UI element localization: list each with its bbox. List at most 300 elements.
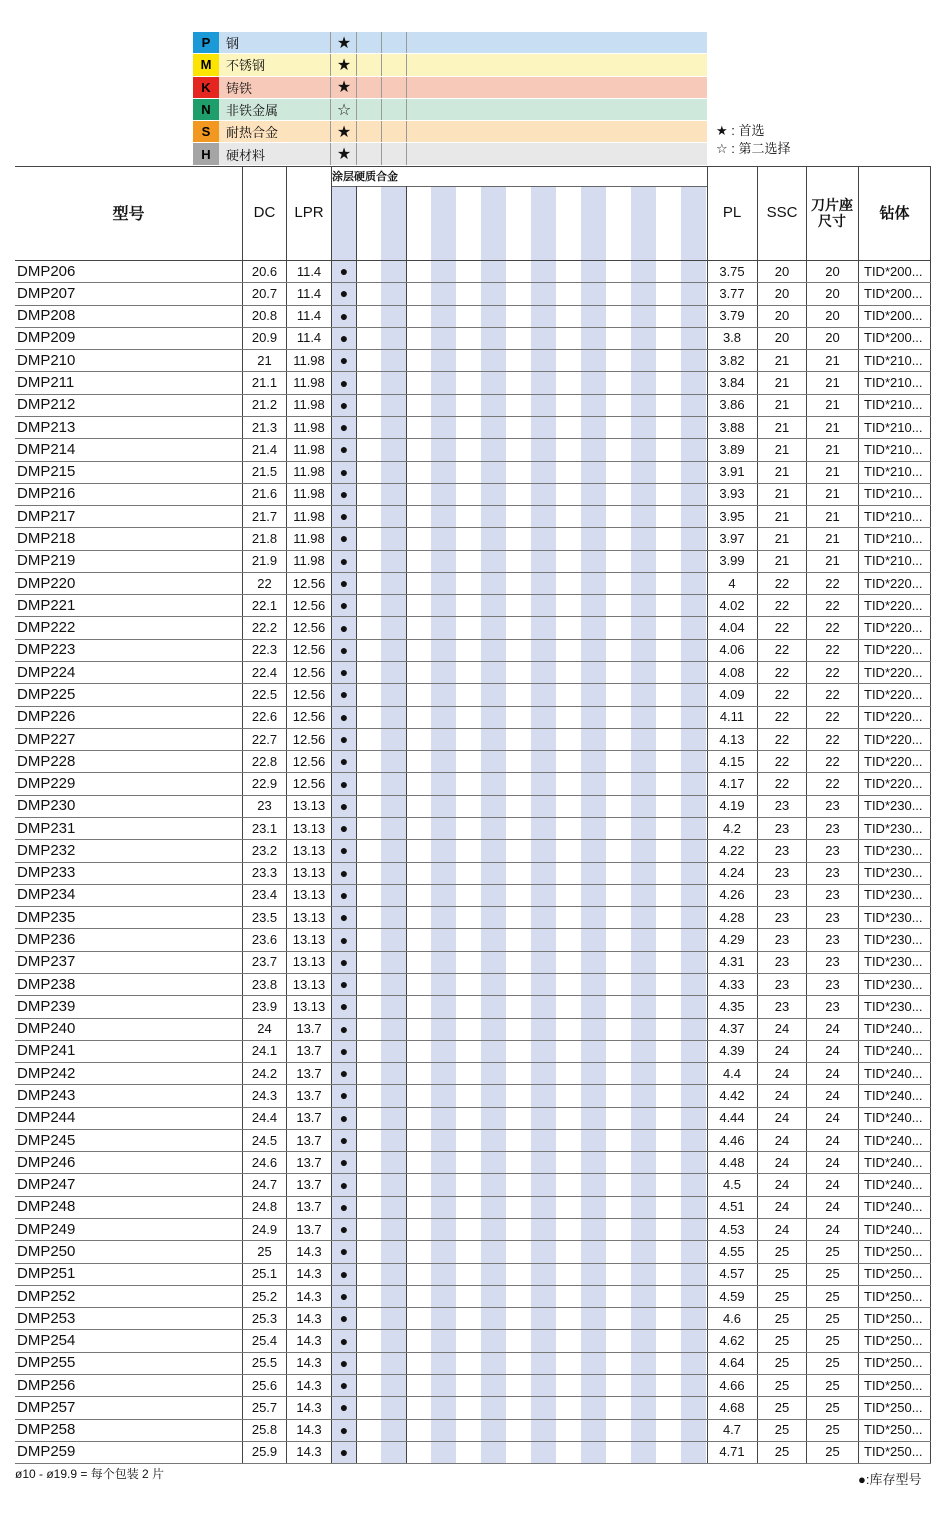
cell-pl: 4.2 xyxy=(722,820,742,836)
material-label: 不锈钢 xyxy=(226,58,266,74)
cell-dc: 22.5 xyxy=(251,686,278,702)
divider xyxy=(381,32,382,53)
cell-pl: 3.95 xyxy=(719,508,745,524)
cell-body: TID*210... xyxy=(864,553,923,569)
cell-model: DMP252 xyxy=(17,1287,76,1305)
cell-lpr: 14.3 xyxy=(296,1288,322,1304)
stock-dot-icon: ● xyxy=(339,1443,349,1460)
cell-dc: 24.7 xyxy=(251,1177,278,1193)
material-legend xyxy=(193,32,707,166)
cell-ssc: 25 xyxy=(774,1333,790,1349)
cell-model: DMP249 xyxy=(17,1220,76,1238)
cell-ssc: 21 xyxy=(774,486,790,502)
cell-ssc: 23 xyxy=(774,842,790,858)
cell-lpr: 12.56 xyxy=(292,597,326,613)
cell-ssc: 21 xyxy=(774,397,790,413)
cell-insert-size: 20 xyxy=(825,308,840,324)
divider xyxy=(330,54,331,75)
cell-insert-size: 24 xyxy=(825,1199,840,1215)
cell-model: DMP214 xyxy=(17,440,76,458)
cell-dc: 25 xyxy=(257,1243,272,1259)
cell-model: DMP244 xyxy=(17,1109,76,1127)
cell-lpr: 12.56 xyxy=(292,575,326,591)
cell-lpr: 14.3 xyxy=(296,1399,322,1415)
cell-insert-size: 22 xyxy=(825,776,840,792)
cell-model: DMP223 xyxy=(17,641,76,659)
cell-dc: 22.3 xyxy=(251,642,278,658)
divider xyxy=(381,54,382,75)
cell-lpr: 12.56 xyxy=(292,664,326,680)
stock-dot-icon: ● xyxy=(339,708,349,725)
cell-body: TID*240... xyxy=(864,1199,923,1215)
cell-body: TID*240... xyxy=(864,1132,923,1148)
cell-lpr: 13.13 xyxy=(292,998,326,1014)
cell-ssc: 25 xyxy=(774,1355,790,1371)
cell-pl: 3.79 xyxy=(719,308,745,324)
cell-pl: 3.93 xyxy=(719,486,745,502)
cell-body: TID*250... xyxy=(864,1377,923,1393)
cell-insert-size: 24 xyxy=(825,1221,840,1237)
stock-dot-icon: ● xyxy=(339,753,349,770)
cell-dc: 20.6 xyxy=(251,263,278,279)
cell-model: DMP221 xyxy=(17,596,76,614)
cell-dc: 21.4 xyxy=(251,441,278,457)
cell-body: TID*220... xyxy=(864,731,923,747)
cell-body: TID*230... xyxy=(864,932,923,948)
stock-dot-icon: ● xyxy=(339,1109,349,1126)
cell-insert-size: 21 xyxy=(825,508,840,524)
cell-model: DMP238 xyxy=(17,975,76,993)
stock-dot-icon: ● xyxy=(339,909,349,926)
material-row-m xyxy=(193,54,707,76)
cell-model: DMP211 xyxy=(17,374,75,392)
cell-model: DMP213 xyxy=(17,418,76,436)
cell-dc: 25.6 xyxy=(251,1377,278,1393)
cell-insert-size: 21 xyxy=(825,397,840,413)
cell-lpr: 12.56 xyxy=(292,753,326,769)
cell-lpr: 11.4 xyxy=(296,308,322,324)
cell-ssc: 25 xyxy=(774,1377,790,1393)
cell-ssc: 20 xyxy=(774,308,790,324)
cell-ssc: 22 xyxy=(774,642,790,658)
cell-model: DMP251 xyxy=(17,1265,76,1283)
cell-model: DMP234 xyxy=(17,886,76,904)
cell-lpr: 11.98 xyxy=(293,441,325,457)
material-row-p xyxy=(193,32,707,54)
stock-dot-icon: ● xyxy=(339,976,349,993)
stock-dot-icon: ● xyxy=(339,1154,349,1171)
second-choice-legend: ☆ : 第二选择 xyxy=(716,141,791,156)
cell-pl: 4.71 xyxy=(719,1444,745,1460)
cell-model: DMP227 xyxy=(17,730,76,748)
cell-ssc: 22 xyxy=(774,664,790,680)
cell-model: DMP224 xyxy=(17,663,76,681)
material-code-badge: M xyxy=(193,54,219,75)
cell-ssc: 22 xyxy=(774,776,790,792)
cell-ssc: 25 xyxy=(774,1266,790,1282)
column-divider xyxy=(406,186,407,1463)
cell-pl: 4.53 xyxy=(719,1221,745,1237)
cell-insert-size: 21 xyxy=(825,486,840,502)
cell-pl: 4.6 xyxy=(722,1310,742,1326)
empty-grade-stripe xyxy=(631,186,656,1463)
divider xyxy=(330,77,331,98)
stock-dot-icon: ● xyxy=(339,1310,349,1327)
cell-ssc: 21 xyxy=(774,464,790,480)
cell-pl: 4.22 xyxy=(719,842,745,858)
cell-lpr: 13.7 xyxy=(296,1132,322,1148)
cell-ssc: 24 xyxy=(774,1221,790,1237)
cell-dc: 21.1 xyxy=(251,375,278,391)
cell-lpr: 14.3 xyxy=(296,1310,322,1326)
cell-model: DMP246 xyxy=(17,1153,76,1171)
cell-lpr: 11.98 xyxy=(293,419,325,435)
cell-body: TID*240... xyxy=(864,1221,923,1237)
cell-dc: 23.1 xyxy=(251,820,278,836)
cell-lpr: 13.7 xyxy=(296,1043,322,1059)
cell-insert-size: 24 xyxy=(825,1154,840,1170)
column-divider xyxy=(930,166,931,1463)
cell-pl: 4.51 xyxy=(719,1199,745,1215)
cell-pl: 4.42 xyxy=(719,1087,745,1103)
cell-dc: 25.5 xyxy=(251,1355,278,1371)
cell-insert-size: 22 xyxy=(825,620,840,636)
stock-dot-icon: ● xyxy=(339,485,349,502)
cell-pl: 3.99 xyxy=(719,553,745,569)
cell-body: TID*200... xyxy=(864,263,923,279)
material-label: 钢 xyxy=(226,36,240,52)
cell-lpr: 11.98 xyxy=(293,464,325,480)
cell-ssc: 21 xyxy=(774,530,790,546)
cell-pl: 3.8 xyxy=(722,330,742,346)
package-footnote: ø10 - ø19.9 = 每个包装 2 片 xyxy=(15,1467,165,1481)
cell-ssc: 22 xyxy=(774,709,790,725)
cell-pl: 3.88 xyxy=(719,419,745,435)
cell-dc: 24.2 xyxy=(251,1065,278,1081)
cell-pl: 4.35 xyxy=(719,998,745,1014)
stock-dot-icon: ● xyxy=(339,686,349,703)
stock-dot-icon: ● xyxy=(339,1377,349,1394)
cell-lpr: 13.13 xyxy=(292,842,326,858)
cell-model: DMP207 xyxy=(17,284,76,302)
cell-insert-size: 23 xyxy=(825,798,840,814)
cell-ssc: 20 xyxy=(774,263,790,279)
cell-lpr: 13.7 xyxy=(296,1087,322,1103)
cell-ssc: 23 xyxy=(774,998,790,1014)
divider xyxy=(356,77,357,98)
cell-ssc: 23 xyxy=(774,976,790,992)
cell-model: DMP220 xyxy=(17,574,76,592)
cell-body: TID*210... xyxy=(864,464,923,480)
divider xyxy=(356,143,357,164)
cell-lpr: 13.7 xyxy=(296,1110,322,1126)
cell-insert-size: 23 xyxy=(825,842,840,858)
cell-lpr: 14.3 xyxy=(296,1377,322,1393)
cell-body: TID*240... xyxy=(864,1154,923,1170)
header-model: 型号 xyxy=(112,206,145,223)
cell-body: TID*210... xyxy=(864,441,923,457)
cell-ssc: 25 xyxy=(774,1444,790,1460)
cell-body: TID*230... xyxy=(864,998,923,1014)
cell-insert-size: 22 xyxy=(825,575,840,591)
cell-pl: 3.82 xyxy=(719,352,745,368)
cell-dc: 23.8 xyxy=(251,976,278,992)
cell-ssc: 25 xyxy=(774,1399,790,1415)
cell-insert-size: 21 xyxy=(825,464,840,480)
cell-lpr: 11.98 xyxy=(293,508,325,524)
cell-dc: 23.4 xyxy=(251,887,278,903)
cell-body: TID*250... xyxy=(864,1355,923,1371)
cell-lpr: 12.56 xyxy=(292,709,326,725)
cell-ssc: 24 xyxy=(774,1110,790,1126)
cell-body: TID*230... xyxy=(864,909,923,925)
divider xyxy=(406,121,407,142)
cell-body: TID*250... xyxy=(864,1422,923,1438)
cell-pl: 3.84 xyxy=(719,375,745,391)
header-insert-size: 刀片座 尺寸 xyxy=(811,197,853,229)
divider xyxy=(330,121,331,142)
cell-dc: 20.9 xyxy=(251,330,278,346)
material-label: 耐热合金 xyxy=(226,125,279,141)
cell-lpr: 13.13 xyxy=(292,820,326,836)
cell-model: DMP248 xyxy=(17,1198,76,1216)
cell-pl: 3.75 xyxy=(719,263,745,279)
cell-dc: 25.3 xyxy=(251,1310,278,1326)
cell-dc: 25.2 xyxy=(251,1288,278,1304)
cell-body: TID*230... xyxy=(864,820,923,836)
cell-body: TID*220... xyxy=(864,753,923,769)
cell-model: DMP243 xyxy=(17,1086,76,1104)
cell-body: TID*250... xyxy=(864,1399,923,1415)
cell-pl: 4.33 xyxy=(719,976,745,992)
cell-body: TID*240... xyxy=(864,1043,923,1059)
divider xyxy=(356,32,357,53)
stock-dot-icon: ● xyxy=(339,441,349,458)
cell-model: DMP215 xyxy=(17,463,76,481)
divider xyxy=(330,99,331,120)
cell-model: DMP218 xyxy=(17,529,76,547)
cell-dc: 22.6 xyxy=(251,709,278,725)
stock-dot-icon: ● xyxy=(339,1265,349,1282)
cell-insert-size: 21 xyxy=(825,352,840,368)
cell-model: DMP206 xyxy=(17,262,76,280)
cell-insert-size: 24 xyxy=(825,1043,840,1059)
cell-ssc: 22 xyxy=(774,686,790,702)
cell-model: DMP236 xyxy=(17,931,76,949)
cell-lpr: 12.56 xyxy=(292,776,326,792)
cell-pl: 3.86 xyxy=(719,397,745,413)
preference-star-icon: ★ xyxy=(336,123,352,141)
stock-dot-icon: ● xyxy=(339,1198,349,1215)
divider xyxy=(381,121,382,142)
cell-insert-size: 25 xyxy=(825,1355,840,1371)
cell-pl: 3.91 xyxy=(719,464,745,480)
stock-dot-icon: ● xyxy=(339,1065,349,1082)
grade-group-divider xyxy=(332,186,707,187)
cell-pl: 4.66 xyxy=(719,1377,745,1393)
cell-dc: 22.8 xyxy=(251,753,278,769)
stock-dot-icon: ● xyxy=(339,1087,349,1104)
cell-ssc: 20 xyxy=(774,330,790,346)
cell-insert-size: 23 xyxy=(825,820,840,836)
cell-pl: 4.06 xyxy=(719,642,745,658)
cell-ssc: 23 xyxy=(774,932,790,948)
cell-insert-size: 21 xyxy=(825,530,840,546)
material-label: 非铁金属 xyxy=(226,103,279,119)
cell-pl: 4.15 xyxy=(719,753,745,769)
cell-ssc: 21 xyxy=(774,508,790,524)
cell-lpr: 13.7 xyxy=(296,1154,322,1170)
stock-dot-icon: ● xyxy=(339,575,349,592)
cell-pl: 4.48 xyxy=(719,1154,745,1170)
cell-insert-size: 23 xyxy=(825,998,840,1014)
cell-lpr: 12.56 xyxy=(292,686,326,702)
stock-dot-icon: ● xyxy=(339,1421,349,1438)
cell-lpr: 11.4 xyxy=(296,330,322,346)
cell-insert-size: 20 xyxy=(825,330,840,346)
cell-insert-size: 23 xyxy=(825,865,840,881)
cell-insert-size: 25 xyxy=(825,1310,840,1326)
cell-body: TID*250... xyxy=(864,1288,923,1304)
cell-body: TID*210... xyxy=(864,397,923,413)
stock-dot-icon: ● xyxy=(339,374,349,391)
stock-dot-icon: ● xyxy=(339,664,349,681)
cell-ssc: 24 xyxy=(774,1021,790,1037)
stock-dot-icon: ● xyxy=(339,998,349,1015)
divider xyxy=(406,143,407,164)
stock-dot-icon: ● xyxy=(339,1020,349,1037)
material-row-n xyxy=(193,99,707,121)
cell-ssc: 25 xyxy=(774,1422,790,1438)
cell-body: TID*200... xyxy=(864,308,923,324)
cell-ssc: 23 xyxy=(774,798,790,814)
cell-body: TID*250... xyxy=(864,1310,923,1326)
stock-dot-icon: ● xyxy=(339,619,349,636)
cell-model: DMP242 xyxy=(17,1064,76,1082)
cell-insert-size: 21 xyxy=(825,375,840,391)
material-label: 铸铁 xyxy=(226,80,253,96)
stock-dot-icon: ● xyxy=(339,508,349,525)
cell-pl: 4.26 xyxy=(719,887,745,903)
material-code-badge: N xyxy=(193,99,219,120)
cell-insert-size: 21 xyxy=(825,441,840,457)
cell-insert-size: 24 xyxy=(825,1132,840,1148)
cell-lpr: 11.98 xyxy=(293,397,325,413)
material-code-badge: H xyxy=(193,143,219,164)
cell-dc: 20.7 xyxy=(251,285,278,301)
cell-body: TID*220... xyxy=(864,664,923,680)
choice-legend xyxy=(716,122,791,158)
cell-dc: 23.2 xyxy=(251,842,278,858)
cell-insert-size: 22 xyxy=(825,753,840,769)
stock-dot-icon: ● xyxy=(339,285,349,302)
stock-dot-icon: ● xyxy=(339,1332,349,1349)
cell-ssc: 21 xyxy=(774,441,790,457)
cell-ssc: 24 xyxy=(774,1154,790,1170)
empty-grade-stripe xyxy=(531,186,556,1463)
cell-pl: 4.5 xyxy=(722,1177,742,1193)
cell-lpr: 14.3 xyxy=(296,1444,322,1460)
cell-insert-size: 22 xyxy=(825,597,840,613)
cell-ssc: 21 xyxy=(774,375,790,391)
cell-body: TID*240... xyxy=(864,1021,923,1037)
empty-grade-stripe xyxy=(581,186,606,1463)
cell-dc: 25.9 xyxy=(251,1444,278,1460)
stock-dot-icon: ● xyxy=(339,396,349,413)
cell-pl: 4.64 xyxy=(719,1355,745,1371)
stock-dot-icon: ● xyxy=(339,1221,349,1238)
preference-star-icon: ★ xyxy=(336,56,352,74)
cell-ssc: 24 xyxy=(774,1087,790,1103)
cell-lpr: 11.98 xyxy=(293,530,325,546)
cell-pl: 4.02 xyxy=(719,597,745,613)
cell-model: DMP208 xyxy=(17,307,76,325)
cell-body: TID*210... xyxy=(864,419,923,435)
cell-dc: 22.1 xyxy=(251,597,278,613)
stock-dot-icon: ● xyxy=(339,1354,349,1371)
cell-lpr: 12.56 xyxy=(292,642,326,658)
cell-lpr: 11.98 xyxy=(293,486,325,502)
cell-dc: 25.1 xyxy=(251,1266,278,1282)
cell-lpr: 11.98 xyxy=(293,375,325,391)
table-top-border xyxy=(15,166,931,167)
cell-lpr: 13.7 xyxy=(296,1021,322,1037)
cell-model: DMP258 xyxy=(17,1421,76,1439)
cell-body: TID*250... xyxy=(864,1243,923,1259)
cell-dc: 22.2 xyxy=(251,620,278,636)
cell-pl: 4.68 xyxy=(719,1399,745,1415)
cell-model: DMP245 xyxy=(17,1131,76,1149)
cell-lpr: 13.13 xyxy=(292,865,326,881)
cell-dc: 21.5 xyxy=(251,464,278,480)
cell-body: TID*220... xyxy=(864,686,923,702)
cell-ssc: 23 xyxy=(774,954,790,970)
cell-model: DMP209 xyxy=(17,329,76,347)
material-row-h xyxy=(193,143,707,165)
cell-pl: 4.59 xyxy=(719,1288,745,1304)
cell-model: DMP233 xyxy=(17,864,76,882)
cell-insert-size: 22 xyxy=(825,642,840,658)
cell-body: TID*240... xyxy=(864,1177,923,1193)
cell-model: DMP230 xyxy=(17,797,76,815)
cell-ssc: 20 xyxy=(774,285,790,301)
stock-dot-icon: ● xyxy=(339,1399,349,1416)
cell-dc: 22 xyxy=(257,575,272,591)
cell-dc: 22.9 xyxy=(251,776,278,792)
cell-lpr: 12.56 xyxy=(292,620,326,636)
cell-model: DMP217 xyxy=(17,507,76,525)
stock-dot-icon: ● xyxy=(339,352,349,369)
cell-ssc: 22 xyxy=(774,575,790,591)
cell-body: TID*230... xyxy=(864,887,923,903)
cell-ssc: 24 xyxy=(774,1132,790,1148)
cell-body: TID*250... xyxy=(864,1444,923,1460)
divider xyxy=(381,99,382,120)
divider xyxy=(381,77,382,98)
empty-grade-stripe xyxy=(481,186,506,1463)
stock-dot-icon: ● xyxy=(339,864,349,881)
cell-pl: 4.4 xyxy=(722,1065,742,1081)
stock-dot-icon: ● xyxy=(339,307,349,324)
stock-dot-icon: ● xyxy=(339,1132,349,1149)
cell-model: DMP212 xyxy=(17,396,76,414)
cell-dc: 24.8 xyxy=(251,1199,278,1215)
cell-lpr: 13.7 xyxy=(296,1065,322,1081)
stock-dot-icon: ● xyxy=(339,842,349,859)
cell-body: TID*220... xyxy=(864,642,923,658)
cell-lpr: 14.3 xyxy=(296,1422,322,1438)
cell-model: DMP239 xyxy=(17,997,76,1015)
